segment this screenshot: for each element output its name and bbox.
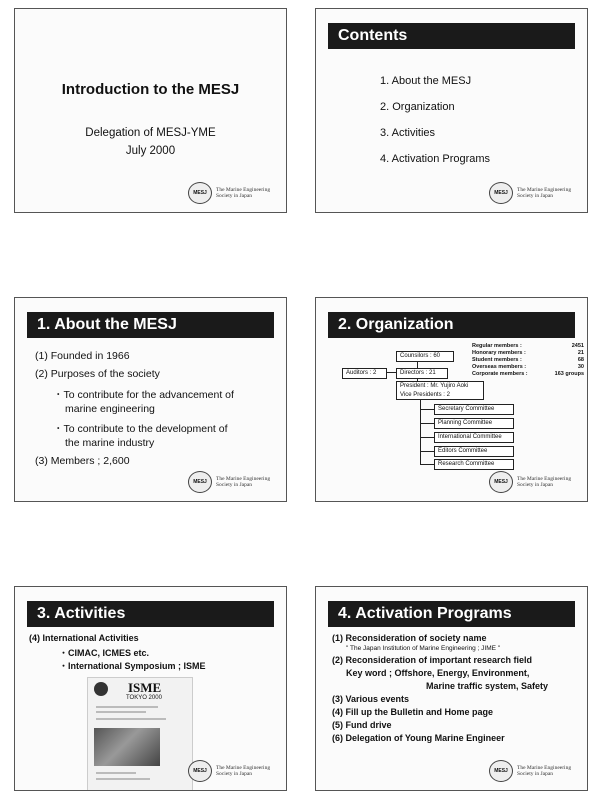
logo-text-line-1: The Marine Engineering (517, 765, 572, 771)
program-line: Marine traffic system, Safety (426, 681, 549, 691)
stat-value: 163 groups (554, 371, 584, 377)
slide-introduction (14, 8, 287, 213)
mesj-logo-icon: MESJ (188, 182, 212, 204)
about-line: ・To contribute for the advancement of (53, 389, 234, 401)
slide-activities (14, 586, 287, 791)
contents-item: 2. Organization (380, 101, 455, 113)
isme-poster (87, 677, 193, 791)
logo-text-line-1: The Marine Engineering (216, 476, 271, 482)
contents-item: 4. Activation Programs (380, 153, 491, 165)
activities-line: (4) International Activities (29, 633, 139, 643)
about-line: (1) Founded in 1966 (35, 350, 130, 362)
auditors-box: Auditors : 2 (342, 368, 387, 379)
society-logo (489, 760, 575, 782)
mesj-logo-icon: MESJ (188, 760, 212, 782)
mesj-logo-icon: MESJ (489, 182, 513, 204)
subtitle-line-1: Delegation of MESJ-YME (85, 127, 216, 139)
org-connector (420, 464, 434, 465)
program-line: (3) Various events (332, 694, 410, 704)
society-logo (489, 182, 575, 204)
slide-title-bar: Contents (328, 23, 575, 49)
slide-organization (315, 297, 588, 502)
stat-label: Student members : (472, 357, 522, 363)
program-line: (1) Reconsideration of society name (332, 633, 487, 643)
stat-label: Overseas members : (472, 364, 527, 370)
org-connector (420, 423, 434, 424)
contents-item: 1. About the MESJ (380, 75, 472, 87)
org-connector (420, 409, 434, 410)
org-connector (420, 451, 434, 452)
committee-box: Editors Committee (434, 446, 514, 457)
mesj-logo-icon: MESJ (188, 471, 212, 493)
program-line: (6) Delegation of Young Marine Engineer (332, 733, 505, 743)
logo-text-line-1: The Marine Engineering (216, 187, 271, 193)
about-line: (3) Members ; 2,600 (35, 455, 130, 467)
org-connector (387, 372, 396, 373)
committee-box: Secretary Committee (434, 404, 514, 415)
counsilors-box: Counsilors : 60 (396, 351, 454, 362)
president-label: President : Mr. Yujiro Aoki (400, 383, 469, 389)
vice-president-label: Vice Presidents : 2 (400, 392, 450, 398)
member-stats (472, 343, 584, 378)
slide-activation-programs (315, 586, 588, 791)
society-logo (188, 182, 274, 204)
stat-label: Honorary members : (472, 350, 526, 356)
directors-box: Directors : 21 (396, 368, 448, 379)
slide-title-bar: 3. Activities (27, 601, 274, 627)
about-line: (2) Purposes of the society (35, 368, 160, 380)
activities-line: ・CIMAC, ICMES etc. (59, 648, 150, 658)
program-line: " The Japan Institution of Marine Engineering ; JIME " (346, 645, 501, 652)
activities-line: ・International Symposium ; ISME (59, 661, 206, 671)
poster-title: ISME (128, 680, 162, 695)
logo-text-line-2: Society in Japan (517, 193, 554, 199)
subtitle-line-2: July 2000 (125, 145, 176, 157)
society-logo (489, 471, 575, 493)
society-logo (188, 760, 274, 782)
society-logo (188, 471, 274, 493)
slide-title: Introduction to the MESJ (61, 81, 240, 98)
president-box (396, 381, 484, 400)
about-line: ・To contribute to the development of (53, 423, 228, 435)
logo-text-line-1: The Marine Engineering (517, 476, 572, 482)
slide-title-bar: 1. About the MESJ (27, 312, 274, 338)
poster-subtitle: TOKYO 2000 (126, 695, 162, 701)
logo-text-line-2: Society in Japan (216, 771, 253, 777)
contents-item: 3. Activities (380, 127, 436, 139)
program-line: (4) Fill up the Bulletin and Home page (332, 707, 494, 717)
org-connector (420, 398, 421, 464)
stat-value: 68 (577, 357, 584, 363)
mesj-logo-icon: MESJ (489, 471, 513, 493)
stat-label: Corporate members : (472, 371, 528, 377)
poster-photo (94, 728, 160, 766)
logo-text-line-1: The Marine Engineering (216, 765, 271, 771)
committee-box: International Committee (434, 432, 514, 443)
committee-box: Planning Committee (434, 418, 514, 429)
stat-value: 30 (577, 364, 584, 370)
stat-value: 21 (577, 350, 584, 356)
org-connector (420, 437, 434, 438)
about-line: marine engineering (65, 403, 155, 415)
logo-text-line-2: Society in Japan (216, 482, 253, 488)
program-line: Key word ; Offshore, Energy, Environment, (346, 668, 530, 678)
about-line: the marine industry (65, 437, 155, 449)
slide-title-bar: 4. Activation Programs (328, 601, 575, 627)
logo-text-line-2: Society in Japan (517, 771, 554, 777)
ship-emblem-icon (94, 682, 108, 696)
slide-title-bar: 2. Organization (328, 312, 575, 338)
slide-about (14, 297, 287, 502)
program-line: (5) Fund drive (332, 720, 392, 730)
committee-box: Research Committee (434, 459, 514, 470)
program-line: (2) Reconsideration of important research field (332, 655, 533, 665)
mesj-logo-icon: MESJ (489, 760, 513, 782)
slide-contents (315, 8, 588, 213)
logo-text-line-2: Society in Japan (216, 193, 253, 199)
logo-text-line-1: The Marine Engineering (517, 187, 572, 193)
stat-label: Regular members : (472, 343, 522, 349)
logo-text-line-2: Society in Japan (517, 482, 554, 488)
stat-value: 2451 (571, 343, 584, 349)
